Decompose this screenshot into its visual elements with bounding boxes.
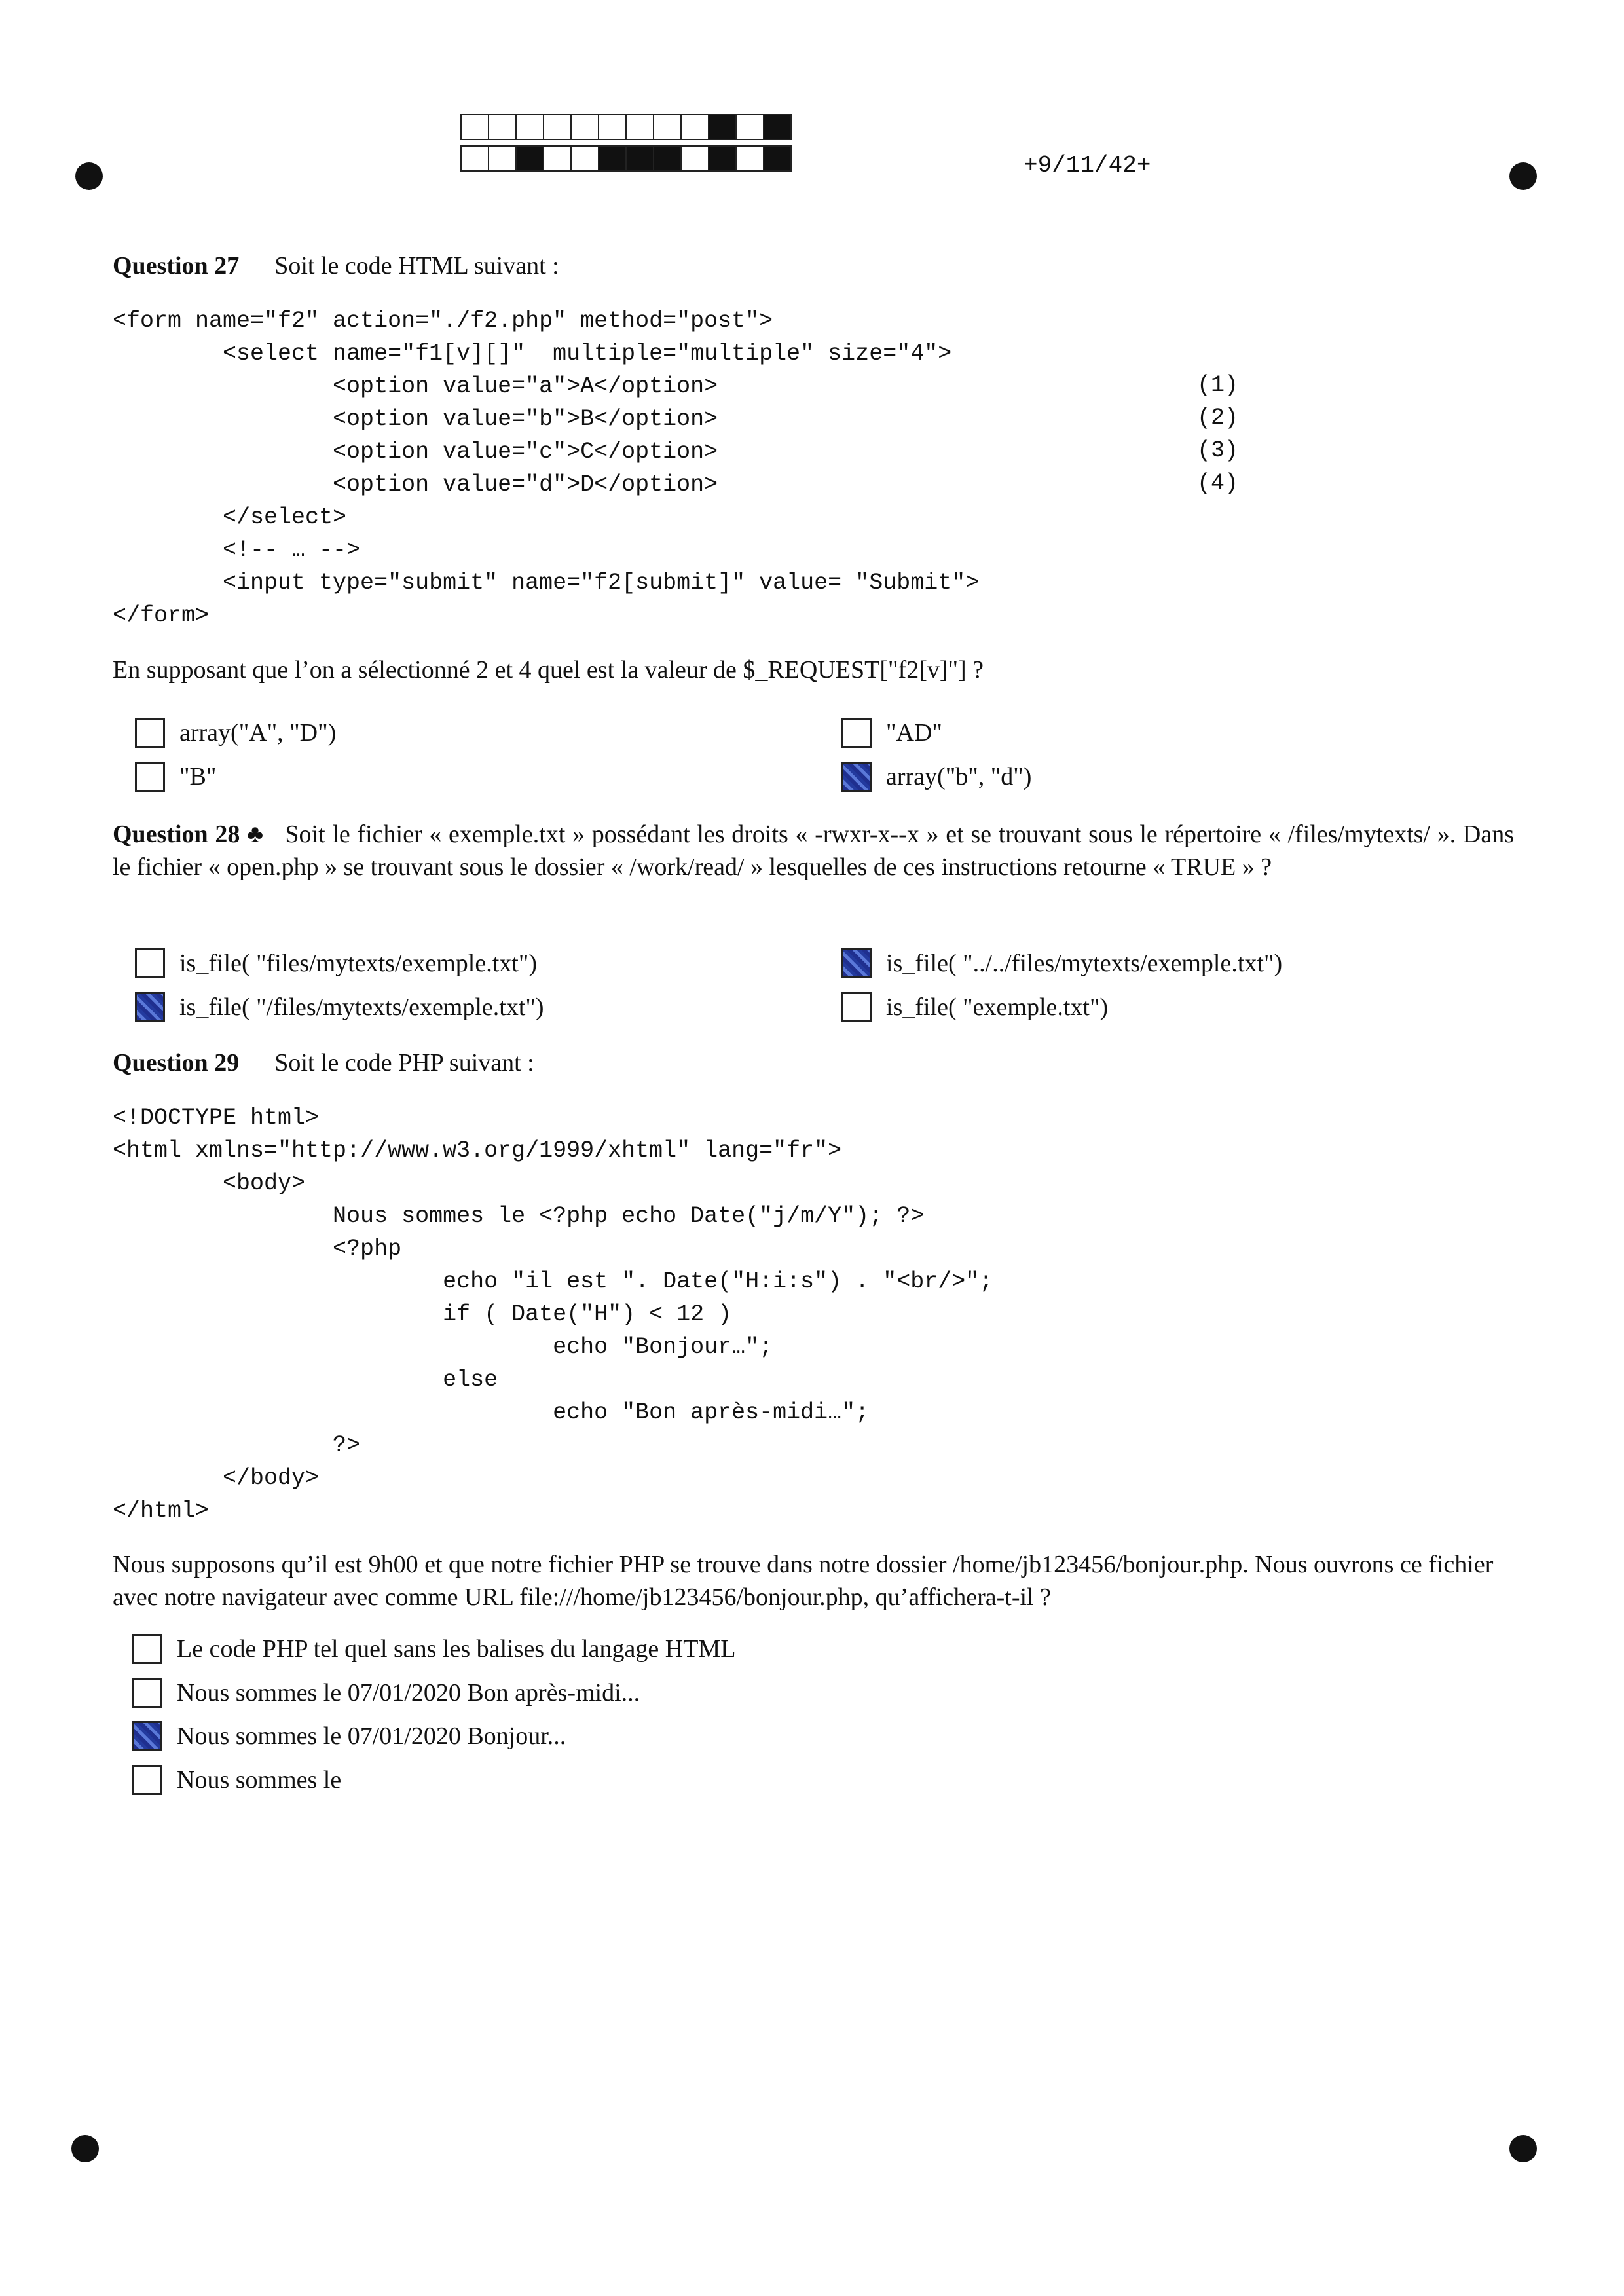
code-line: Nous sommes le <?php echo Date("j/m/Y"); ?>	[113, 1203, 925, 1229]
question-28-label: Question 28 ♣	[113, 821, 265, 848]
barcode-cell	[570, 145, 599, 172]
answer-checkbox-checked[interactable]	[841, 762, 872, 792]
code-line: <?php	[113, 1236, 402, 1262]
barcode-cell	[515, 114, 544, 140]
code-line: <option value="a">A</option>	[113, 373, 718, 399]
code-line: <html xmlns="http://www.w3.org/1999/xhtml" lang="fr">	[113, 1138, 842, 1164]
line-number-4: (4)	[1197, 470, 1239, 496]
code-line: if ( Date("H") < 12 )	[113, 1301, 732, 1327]
registration-mark-top-left	[75, 162, 103, 190]
barcode-cell	[515, 145, 544, 172]
line-number-2: (2)	[1197, 405, 1239, 431]
answer-checkbox[interactable]	[135, 762, 165, 792]
q28-answer-1[interactable]	[135, 948, 537, 978]
code-line: </body>	[113, 1465, 320, 1491]
barcode-cell	[735, 145, 764, 172]
barcode-cell	[598, 145, 627, 172]
barcode-cell	[570, 114, 599, 140]
code-line: else	[113, 1367, 498, 1393]
registration-mark-top-right	[1509, 162, 1537, 190]
q28-answer-4[interactable]	[841, 992, 1108, 1022]
answer-label: is_file( "/files/mytexts/exemple.txt")	[179, 993, 544, 1021]
code-line: <!DOCTYPE html>	[113, 1105, 320, 1131]
barcode-cell	[680, 145, 709, 172]
barcode-cell	[763, 145, 792, 172]
question-27-intro: Soit le code HTML suivant :	[274, 252, 559, 280]
answer-checkbox[interactable]	[135, 948, 165, 978]
code-line: <option value="c">C</option>	[113, 439, 718, 465]
answer-label: is_file( "../../files/mytexts/exemple.txt")	[886, 950, 1283, 977]
barcode-cell	[488, 114, 517, 140]
line-number-1: (1)	[1197, 372, 1239, 398]
barcode-cell	[763, 114, 792, 140]
q29-answer-4[interactable]	[132, 1765, 341, 1795]
barcode-cell	[680, 114, 709, 140]
answer-checkbox[interactable]	[132, 1634, 162, 1664]
answer-checkbox[interactable]	[132, 1678, 162, 1708]
code-line: echo "Bonjour…";	[113, 1334, 773, 1360]
barcode-cell	[460, 114, 489, 140]
q27-answer-2[interactable]	[841, 718, 942, 748]
barcode-cell	[735, 114, 764, 140]
question-27-header	[113, 251, 559, 280]
answer-checkbox[interactable]	[132, 1765, 162, 1795]
answer-label: array("b", "d")	[886, 763, 1032, 790]
answer-checkbox[interactable]	[841, 718, 872, 748]
q28-answer-2[interactable]	[841, 948, 1282, 978]
question-28-body: Soit le fichier « exemple.txt » possédant les droits « -rwxr-x--x » et se trouvant sous le répertoire « /files/mytexts/ ». Dans le fichier « open.php » se trouvant sous le dossier « /work/read/ » lesquelles de ces instructions retourne « TRUE » ?	[113, 821, 1515, 881]
answer-label: Nous sommes le 07/01/2020 Bonjour...	[177, 1722, 566, 1750]
answer-label: Nous sommes le	[177, 1766, 342, 1794]
q29-answer-3[interactable]	[132, 1721, 566, 1751]
code-line: <form name="f2" action="./f2.php" method="post">	[113, 308, 773, 334]
question-29-intro: Soit le code PHP suivant :	[274, 1049, 534, 1077]
code-line: ?>	[113, 1432, 361, 1458]
code-line: <!-- … -->	[113, 537, 361, 563]
barcode-cell	[460, 145, 489, 172]
answer-checkbox-checked[interactable]	[841, 948, 872, 978]
code-line: <option value="b">B</option>	[113, 406, 718, 432]
answer-label: Le code PHP tel quel sans les balises du langage HTML	[177, 1635, 736, 1663]
barcode-cell	[488, 145, 517, 172]
question-27-label: Question 27	[113, 252, 240, 280]
code-line: <select name="f1[v][]" multiple="multiple" size="4">	[113, 341, 952, 367]
question-28-text	[113, 818, 1514, 883]
question-29-label: Question 29	[113, 1049, 240, 1077]
registration-mark-bottom-left	[71, 2135, 99, 2162]
barcode-cell	[543, 114, 572, 140]
barcode-top-row	[460, 114, 790, 140]
barcode-cell	[653, 145, 682, 172]
answer-checkbox[interactable]	[135, 718, 165, 748]
question-29-code	[113, 1102, 993, 1527]
barcode-bottom-row	[460, 145, 790, 172]
answer-label: is_file( "files/mytexts/exemple.txt")	[179, 950, 538, 977]
code-line: <input type="submit" name="f2[submit]" value= "Submit">	[113, 570, 980, 596]
question-29-text: Nous supposons qu’il est 9h00 et que notre fichier PHP se trouve dans notre dossier /home/jb123456/bonjour.php. Nous ouvrons ce fichier avec notre navigateur avec comme URL file:///home/jb123456/bonjour.php, qu’affichera-t-il ?	[113, 1551, 1494, 1611]
q28-answer-3[interactable]	[135, 992, 544, 1022]
answer-checkbox[interactable]	[841, 992, 872, 1022]
answer-label: "B"	[179, 763, 217, 790]
question-29-header	[113, 1048, 534, 1077]
code-line: </html>	[113, 1498, 210, 1524]
registration-mark-bottom-right	[1509, 2135, 1537, 2162]
code-line: <option value="d">D</option>	[113, 472, 718, 498]
barcode-cell	[625, 145, 654, 172]
code-line: </form>	[113, 602, 210, 629]
page-id: +9/11/42+	[1024, 152, 1151, 179]
code-line: echo "Bon après-midi…";	[113, 1399, 870, 1426]
q27-answer-1[interactable]	[135, 718, 336, 748]
answer-label: is_file( "exemple.txt")	[886, 993, 1109, 1021]
barcode-cell	[625, 114, 654, 140]
barcode-cell	[598, 114, 627, 140]
q29-answer-2[interactable]	[132, 1678, 640, 1708]
barcode-cell	[708, 145, 737, 172]
question-27-text: En supposant que l’on a sélectionné 2 et 4 quel est la valeur de $_REQUEST["f2[v]"] ?	[113, 656, 984, 684]
code-line: echo "il est ". Date("H:i:s") . "<br/>";	[113, 1268, 993, 1295]
q27-answer-4[interactable]	[841, 762, 1031, 792]
answer-checkbox-checked[interactable]	[132, 1721, 162, 1751]
barcode-cell	[708, 114, 737, 140]
code-line: </select>	[113, 504, 347, 530]
question-27-code	[113, 305, 979, 632]
answer-label: array("A", "D")	[179, 719, 337, 747]
barcode-cell	[653, 114, 682, 140]
answer-label: "AD"	[886, 719, 942, 747]
answer-checkbox-checked[interactable]	[135, 992, 165, 1022]
line-number-3: (3)	[1197, 437, 1239, 464]
code-line: <body>	[113, 1170, 306, 1196]
barcode-cell	[543, 145, 572, 172]
q29-answer-1[interactable]	[132, 1634, 735, 1664]
answer-label: Nous sommes le 07/01/2020 Bon après-midi...	[177, 1679, 640, 1707]
q27-answer-3[interactable]	[135, 762, 216, 792]
